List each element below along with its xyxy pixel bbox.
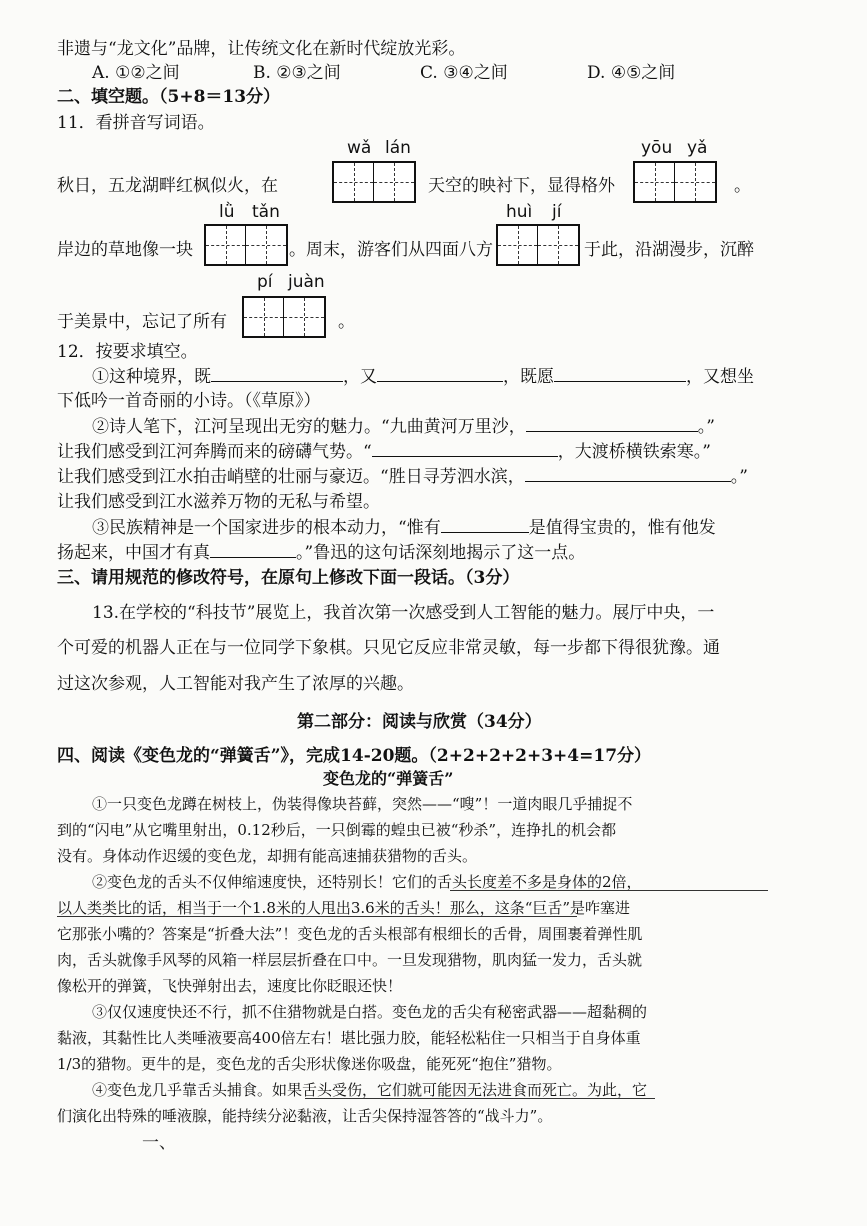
- para3-line3: 1/3的猎物。更牛的是，变色龙的舌尖形状像迷你吸盘，能死死“抱住”猎物。: [57, 1055, 562, 1073]
- option-a: A. ①②之间: [92, 63, 180, 83]
- para1-line1: ①一只变色龙蹲在树枝上，伪装得像块苔藓，突然——“嗖”！一道肉眼几乎捕捉不: [92, 795, 633, 813]
- para4-line2: 们演化出特殊的唾液腺，能持续分泌黏液，让舌尖保持湿答答的“战斗力”。: [57, 1107, 553, 1125]
- para3-line1: ③仅仅速度快还不行，抓不住猎物就是白搭。变色龙的舌尖有秘密武器——超黏稠的: [92, 1003, 648, 1021]
- pinyin-w5a: pí: [257, 272, 273, 292]
- para1-line3: 没有。身体动作迟缓的变色龙，却拥有能高速捕获猎物的舌头。: [57, 847, 478, 865]
- handwritten-underline-1: [450, 890, 768, 891]
- para2-line3: 它那张小嘴的？答案是“折叠大法”！变色龙的舌头根部有根细长的舌骨，周围裹着弹性肌: [57, 925, 643, 943]
- para2-line2: 以人类类比的话，相当于一个1.8米的人甩出3.6米的舌头！那么，这条“巨舌”是咋塞进: [57, 899, 631, 917]
- pinyin-w1a: wǎ: [347, 138, 372, 158]
- pinyin-w3b: tǎn: [252, 202, 280, 222]
- q11-line2-a: 岸边的草地像一块: [57, 240, 193, 260]
- answer-grid-w4[interactable]: [496, 224, 580, 266]
- q12-2-l4: 让我们感受到江水滋养万物的无私与希望。: [57, 492, 380, 512]
- pinyin-w4b: jí: [552, 202, 562, 222]
- option-c: C. ③④之间: [420, 63, 508, 83]
- q13-line1: 13.在学校的“科技节”展览上，我首次第一次感受到人工智能的魅力。展厅中央，一: [92, 603, 715, 623]
- blank-12-1b[interactable]: [377, 363, 503, 382]
- pinyin-w3a: lǜ: [219, 202, 235, 222]
- pinyin-w2b: yǎ: [687, 138, 708, 158]
- para3-line2: 黏液，其黏性比人类唾液要高400倍左右！堪比强力胶，能轻松粘住一只相当于自身体重: [57, 1029, 641, 1047]
- handwritten-underline-2: [57, 916, 577, 917]
- section-4-heading: 四、阅读《变色龙的“弹簧舌”》，完成14-20题。（2+2+2+2+3+4=17分）: [57, 746, 652, 766]
- pinyin-w1b: lán: [385, 138, 411, 158]
- q13-line2: 个可爱的机器人正在与一位同学下象棋。只见它反应非常灵敏，每一步都下得很犹豫。通: [57, 638, 720, 658]
- blank-12-1c[interactable]: [554, 363, 686, 382]
- q11-line2-c: 于此，沿湖漫步，沉醉: [584, 240, 754, 260]
- q12-2-l2: 让我们感受到江河奔腾而来的磅礴气势。“ ，大渡桥横铁索寒。”: [57, 437, 711, 462]
- q12-2: ②诗人笔下，江河呈现出无穷的魅力。“九曲黄河万里沙， 。”: [92, 412, 715, 437]
- part-2-heading: 第二部分：阅读与欣赏（34分）: [297, 712, 542, 732]
- q13-line3: 过这次参观，人工智能对我产生了浓厚的兴趣。: [57, 674, 414, 694]
- q12-3-l2: 扬起来，中国才有真 。”鲁迅的这句话深刻地揭示了这一点。: [57, 538, 585, 563]
- para2-line4: 肉，舌头就像手风琴的风箱一样层层折叠在口中。一旦发现猎物，肌肉猛一发力，舌头就: [57, 951, 643, 969]
- handwritten-mark: 一、: [142, 1133, 176, 1153]
- top-line: 非遗与“龙文化”品牌，让传统文化在新时代绽放光彩。: [57, 39, 466, 59]
- answer-grid-w5[interactable]: [242, 296, 326, 338]
- handwritten-underline-3: [305, 1098, 655, 1099]
- q11-line1-a: 秋日，五龙湖畔红枫似火，在: [57, 176, 278, 196]
- pinyin-w4a: huì: [506, 202, 533, 222]
- blank-12-2a[interactable]: [526, 413, 698, 432]
- para1-line2: 到的“闪电”从它嘴里射出，0.12秒后，一只倒霉的蝗虫已被“秒杀”，连挣扎的机会都: [57, 821, 617, 839]
- option-b: B. ②③之间: [253, 63, 341, 83]
- answer-grid-w3[interactable]: [204, 224, 288, 266]
- q11-line3-b: 。: [338, 312, 355, 332]
- section-2-heading: 二、填空题。（5+8＝13分）: [57, 87, 281, 107]
- blank-12-1a[interactable]: [211, 363, 343, 382]
- pinyin-w2a: yōu: [641, 138, 673, 158]
- para2-line1: ②变色龙的舌头不仅伸缩速度快，还特别长！它们的舌头长度差不多是身体的2倍，: [92, 873, 642, 891]
- para4-line1: ④变色龙几乎靠舌头捕食。如果舌头受伤，它们就可能因无法进食而死亡。为此，它: [92, 1081, 648, 1099]
- section-3-heading: 三、请用规范的修改符号，在原句上修改下面一段话。（3分）: [57, 568, 520, 588]
- blank-12-3b[interactable]: [210, 539, 296, 558]
- blank-12-2b[interactable]: [372, 438, 558, 457]
- question-11: 11．看拼音写词语。: [57, 113, 215, 133]
- q12-2-l3: 让我们感受到江水拍击峭壁的壮丽与豪迈。“胜日寻芳泗水滨， 。”: [57, 462, 748, 487]
- q12-3: ③民族精神是一个国家进步的根本动力，“惟有 是值得宝贵的，惟有他发: [92, 513, 716, 538]
- q11-line1-b: 天空的映衬下，显得格外: [428, 176, 615, 196]
- answer-grid-w2[interactable]: [633, 161, 717, 203]
- article-title: 变色龙的“弹簧舌”: [323, 769, 454, 788]
- question-12: 12．按要求填空。: [57, 342, 198, 362]
- blank-12-3a[interactable]: [441, 514, 529, 533]
- q11-line3-a: 于美景中，忘记了所有: [57, 312, 227, 332]
- q11-line2-b: 。周末，游客们从四面八方: [289, 240, 493, 260]
- q12-1-cont: 下低吟一首奇丽的小诗。（《草原》）: [57, 391, 321, 411]
- pinyin-w5b: juàn: [288, 272, 325, 292]
- blank-12-2c[interactable]: [525, 463, 731, 482]
- answer-grid-w1[interactable]: [332, 161, 416, 203]
- q12-1: ①这种境界，既 ，又 ，既愿 ，又想坐: [92, 362, 754, 387]
- option-d: D. ④⑤之间: [587, 63, 676, 83]
- para2-line5: 像松开的弹簧，飞快弹射出去，速度比你眨眼还快！: [57, 977, 403, 995]
- q11-line1-c: 。: [734, 176, 751, 196]
